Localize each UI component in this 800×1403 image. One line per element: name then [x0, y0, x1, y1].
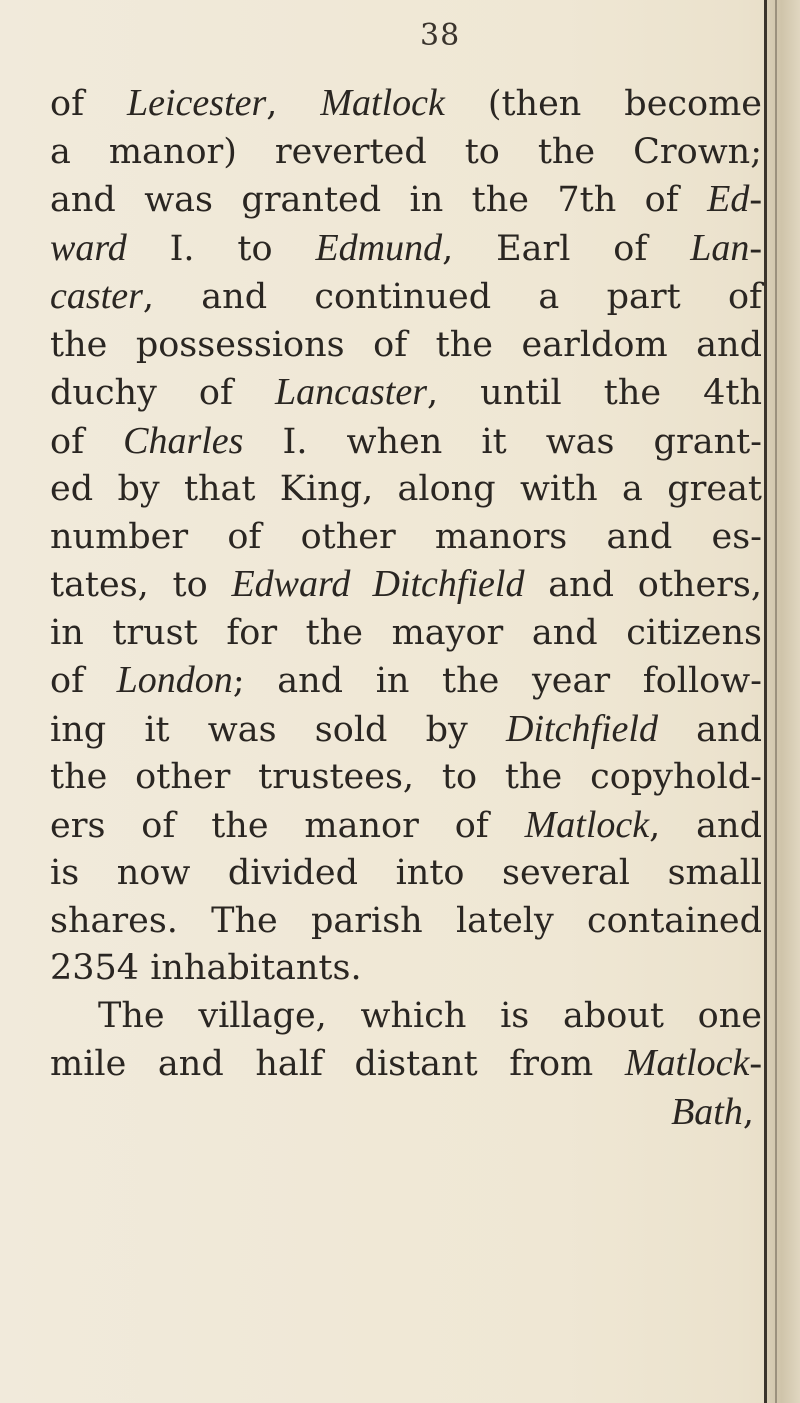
italic-text: Lan-	[690, 226, 762, 269]
text-run: shares. The parish lately contained	[50, 900, 762, 941]
text-run: and was granted in the 7th of	[50, 180, 708, 220]
text-run: the possessions of the earldom and	[50, 324, 762, 365]
text-line	[50, 369, 762, 418]
italic-text: Charles	[123, 419, 244, 462]
text-run: ; and in the year follow-	[232, 661, 763, 701]
text-line	[50, 993, 762, 1041]
book-binding-gutter	[764, 0, 800, 1403]
italic-text: Edward Ditchfield	[231, 563, 525, 605]
text-run: of	[50, 661, 117, 701]
text-run: duchy of	[50, 373, 275, 413]
text-line	[50, 706, 762, 755]
text-line	[50, 850, 762, 898]
text-run: and	[657, 709, 762, 750]
text-run: ed by that King, along with a great	[50, 469, 762, 509]
text-line	[50, 129, 762, 177]
italic-text: ward	[50, 226, 127, 269]
italic-text: caster	[50, 275, 143, 317]
text-line	[50, 802, 762, 851]
italic-text: London	[116, 659, 233, 701]
text-run: mile and half distant from	[50, 1044, 625, 1084]
text-run: The village, which is about one	[98, 995, 762, 1036]
text-run: is now divided into several small	[50, 853, 762, 893]
text-line	[50, 418, 762, 467]
text-line	[50, 1040, 762, 1089]
text-line	[50, 176, 762, 225]
text-run: , Earl of	[442, 228, 691, 269]
text-run: I. to	[126, 228, 316, 269]
text-run: the other trustees, to the copyhold-	[50, 757, 762, 797]
text-run: a manor) reverted to the Crown;	[50, 131, 762, 172]
text-run: I. when it was grant-	[243, 421, 762, 462]
text-run: and others,	[524, 565, 762, 605]
text-run: tates, to	[50, 565, 232, 605]
text-line	[50, 273, 762, 322]
italic-text: Ed-	[707, 178, 762, 220]
italic-text: Leicester	[126, 82, 267, 124]
text-run: , until the 4th	[427, 373, 763, 413]
text-run: 2354 inhabitants.	[50, 948, 362, 988]
text-run: (then become	[444, 84, 762, 124]
body-text	[50, 80, 762, 1137]
text-line	[50, 80, 762, 129]
text-line	[50, 610, 762, 658]
text-line	[50, 466, 762, 514]
italic-text: Lancaster	[275, 371, 427, 413]
text-line	[50, 945, 762, 993]
text-run: ,	[742, 1092, 754, 1133]
italic-text: Matlock-	[624, 1042, 762, 1084]
text-line	[50, 514, 762, 562]
text-line	[50, 754, 762, 802]
italic-text: Matlock	[524, 803, 650, 846]
text-run: , and	[649, 805, 762, 846]
italic-text: Matlock	[320, 82, 445, 124]
italic-text: Bath	[671, 1090, 743, 1133]
text-run: , and continued a part of	[142, 277, 762, 317]
text-line	[50, 898, 762, 946]
text-line	[50, 1089, 762, 1138]
page-number: 38	[420, 18, 461, 53]
text-run: ers of the manor of	[50, 805, 525, 846]
italic-text: Ditchfield	[506, 707, 658, 750]
text-line	[50, 561, 762, 610]
text-line	[50, 657, 762, 706]
text-run: number of other manors and es-	[50, 516, 762, 557]
text-run: ing it was sold by	[50, 709, 507, 750]
text-line	[50, 322, 762, 370]
gutter-shadow-line	[775, 0, 777, 1403]
text-run: of	[50, 421, 124, 462]
text-run: ,	[266, 84, 321, 124]
text-run: of	[50, 84, 127, 124]
text-line	[50, 225, 762, 274]
italic-text: Edmund	[315, 226, 443, 269]
text-run: in trust for the mayor and citizens	[50, 612, 762, 653]
